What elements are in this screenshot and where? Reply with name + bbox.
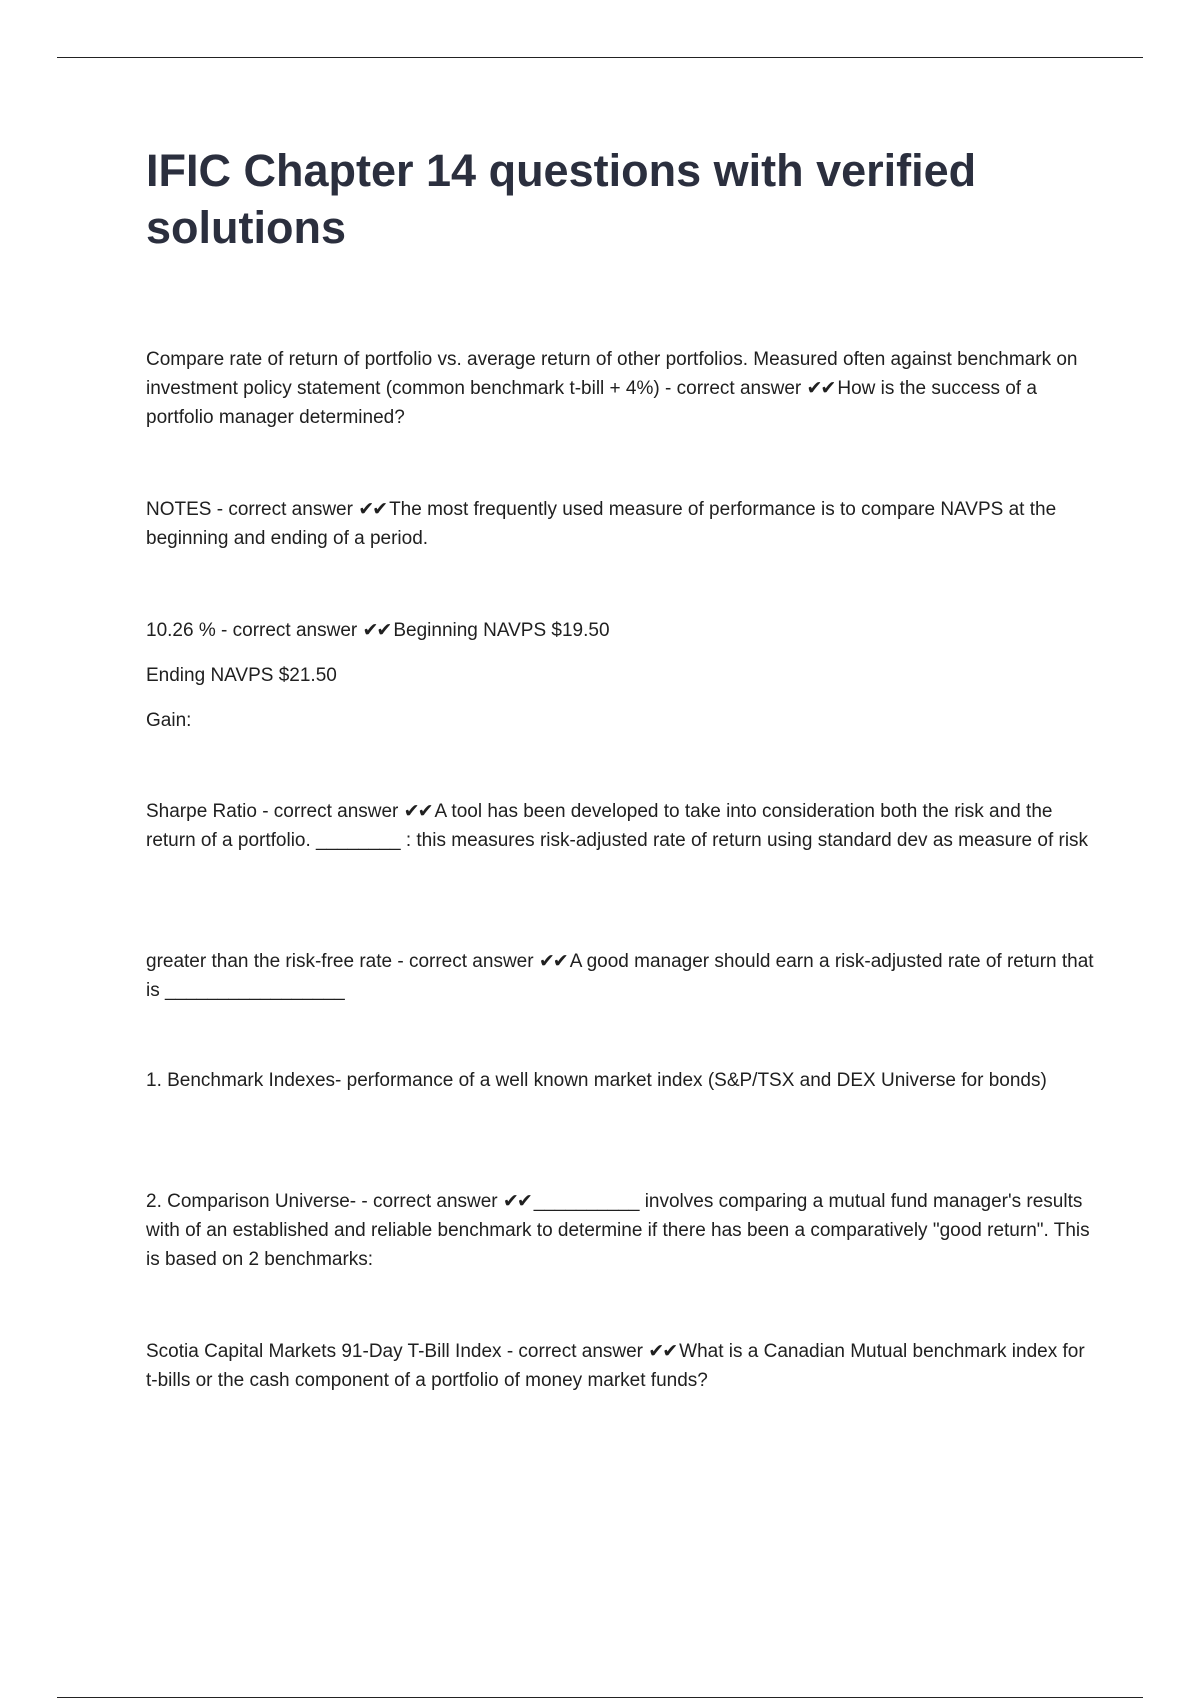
- qa-entry: [146, 345, 1096, 432]
- list-item: 1. Benchmark Indexes- performance of a well known market index (S&P/TSX and DEX Universe for bonds): [146, 1070, 1047, 1091]
- answer-text: NOTES: [146, 499, 212, 520]
- answer-text: Scotia Capital Markets 91-Day T-Bill Index: [146, 1341, 502, 1362]
- qa-entry: [146, 616, 1096, 645]
- question-line: Gain:: [146, 710, 192, 731]
- qa-entry: [146, 495, 1096, 553]
- double-check-icon: ✔✔: [538, 951, 567, 972]
- qa-entry: [146, 947, 1096, 1005]
- answer-marker: - correct answer: [221, 620, 358, 641]
- answer-text: greater than the risk-free rate: [146, 951, 393, 972]
- answer-marker: - correct answer: [665, 378, 802, 399]
- question-line: Ending NAVPS $21.50: [146, 665, 337, 686]
- answer-marker: - correct answer: [216, 499, 353, 520]
- double-check-icon: ✔✔: [648, 1341, 677, 1362]
- question-text: Beginning NAVPS $19.50: [393, 620, 610, 641]
- answer-marker: - correct answer: [262, 801, 399, 822]
- answer-marker: - correct answer: [506, 1341, 644, 1362]
- answer-text: 10.26 %: [146, 620, 216, 641]
- double-check-icon: ✔✔: [806, 378, 835, 399]
- answer-text: Compare rate of return of portfolio vs. average return of other portfolios. Measured often against benchmark on investment policy statement (common benchmark t-bill + 4%): [146, 349, 1078, 399]
- answer-text: 2. Comparison Universe-: [146, 1191, 357, 1212]
- question-text: A tool has been developed to take into consideration both the risk and the return of a portfolio. ________ : this measures risk-adjusted rate of return using standard dev as measure of risk: [146, 801, 1089, 851]
- double-check-icon: ✔✔: [362, 620, 391, 641]
- qa-entry: [146, 1337, 1096, 1395]
- qa-entry: [146, 1187, 1096, 1274]
- question-text: How is the success of a portfolio manager determined?: [146, 378, 1037, 428]
- answer-text: Sharpe Ratio: [146, 801, 257, 822]
- question-text: The most frequently used measure of performance is to compare NAVPS at the beginning and ending of a period.: [146, 499, 1057, 549]
- bottom-rule: [57, 1697, 1143, 1698]
- top-rule: [57, 57, 1143, 58]
- question-text: A good manager should earn a risk-adjusted rate of return that is _________________: [146, 951, 1094, 1001]
- question-text: __________ involves comparing a mutual fund manager's results with of an established and reliable benchmark to determine if there has been a comparatively "good return". This is based on 2 benchmarks:: [146, 1191, 1090, 1270]
- qa-entry: [146, 797, 1096, 855]
- page-title: IFIC Chapter 14 questions with verified solutions: [146, 145, 977, 253]
- double-check-icon: ✔✔: [403, 801, 432, 822]
- answer-marker: - correct answer: [361, 1191, 498, 1212]
- double-check-icon: ✔✔: [502, 1191, 531, 1212]
- double-check-icon: ✔✔: [358, 499, 387, 520]
- answer-marker: - correct answer: [397, 951, 534, 972]
- question-text: What is a Canadian Mutual benchmark index for t-bills or the cash component of a portfolio of money market funds?: [146, 1341, 1085, 1391]
